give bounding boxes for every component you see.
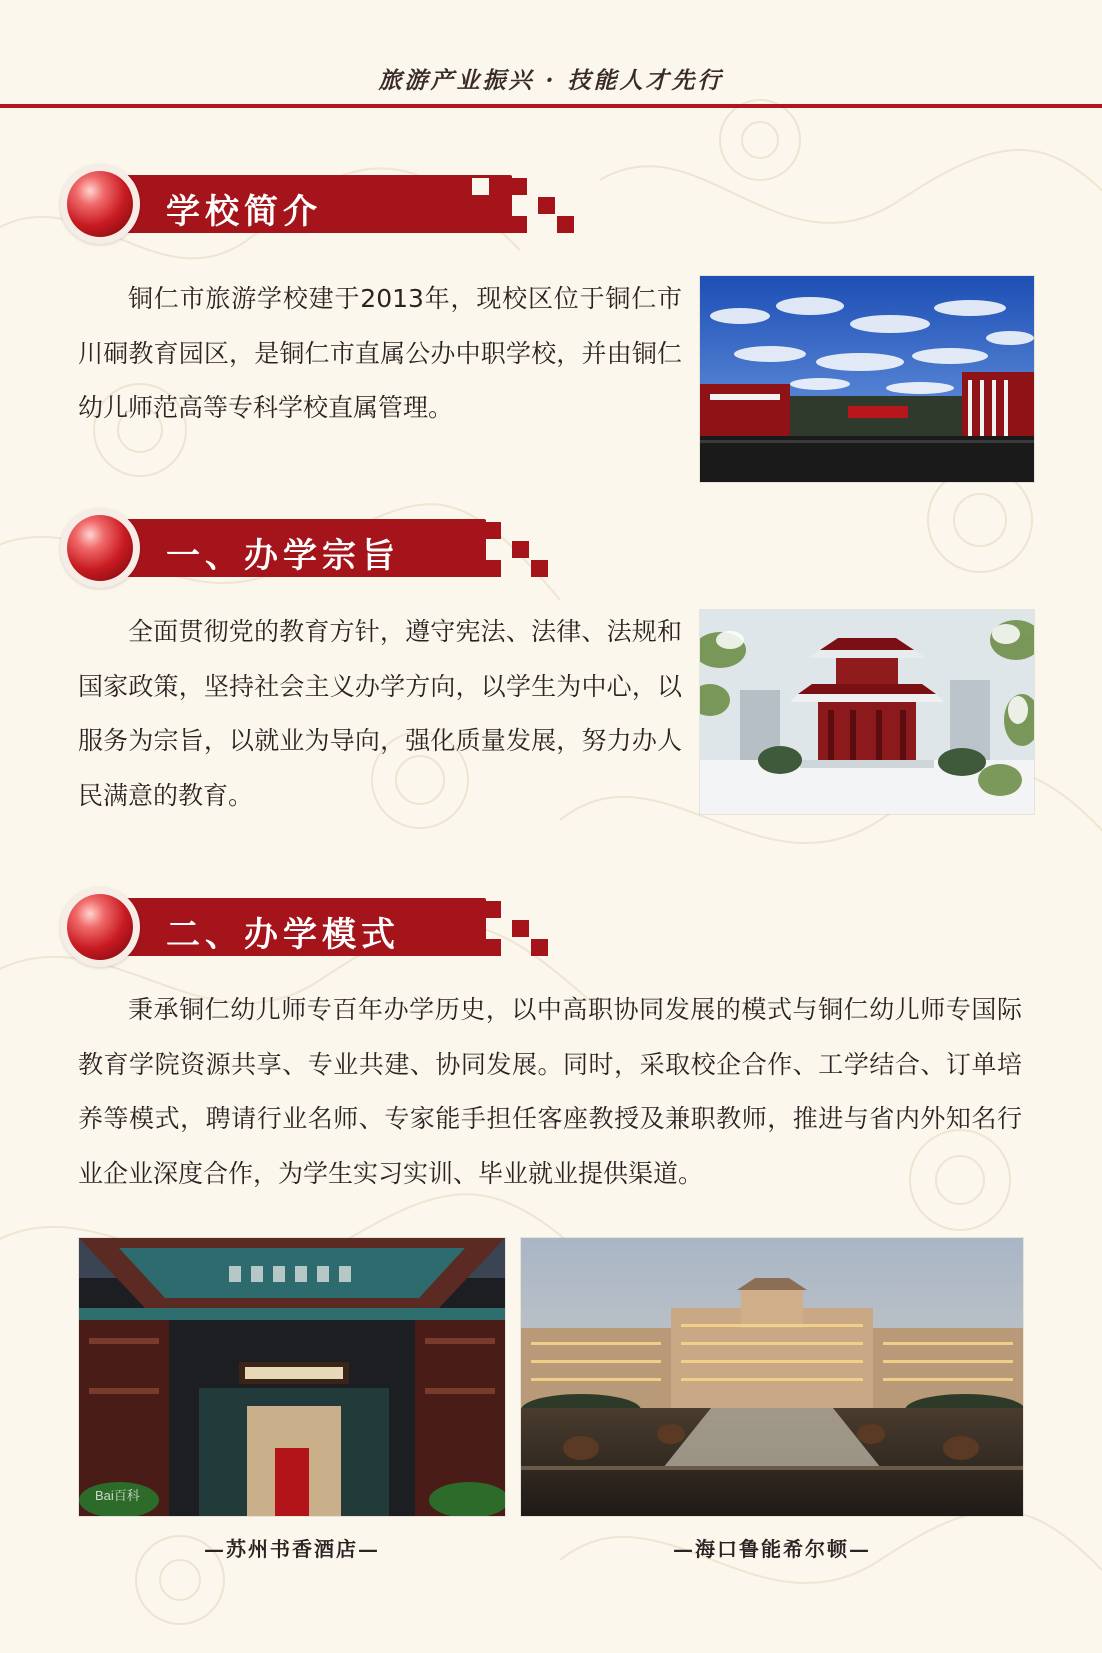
section-heading-mission [60, 508, 580, 588]
photo-caption-haikou-hotel: —海口鲁能希尔顿— [673, 1537, 871, 1561]
photo-caption-suzhou-hotel: —苏州书香酒店— [204, 1537, 380, 1561]
section-heading-school-intro [60, 164, 580, 244]
suzhou-hotel-photo [79, 1238, 505, 1516]
section-title: 一、办学宗旨 [166, 536, 400, 576]
section-paragraph-mission: 全面贯彻党的教育方针，遵守宪法、法律、法规和国家政策，坚持社会主义办学方向，以学生为中心，以服务为宗旨，以就业为导向，强化质量发展，努力办人民满意的教育。 [78, 617, 682, 810]
photo-watermark: Bai百科 [95, 1488, 140, 1503]
section-paragraph-school-intro: 铜仁市旅游学校建于2013年，现校区位于铜仁市川硐教育园区，是铜仁市直属公办中职学校，并由铜仁幼儿师范高等专科学校直属管理。 [78, 284, 682, 422]
section-title: 二、办学模式 [166, 915, 400, 955]
campus-gate-photo [700, 276, 1034, 482]
red-ball-icon [60, 164, 140, 244]
red-ball-icon [60, 508, 140, 588]
snowy-pavilion-photo [700, 610, 1034, 814]
header-slogan: 旅游产业振兴 · 技能人才先行 [378, 67, 724, 94]
haikou-hotel-photo [521, 1238, 1023, 1516]
section-paragraph-model: 秉承铜仁幼儿师专百年办学历史，以中高职协同发展的模式与铜仁幼儿师专国际教育学院资源共享、专业共建、协同发展。同时，采取校企合作、工学结合、订单培养等模式，聘请行业名师、专家能手担任客座教授及兼职教师，推进与省内外知名行业企业深度合作，为学生实习实训、毕业就业提供渠道。 [78, 995, 1022, 1188]
header-divider [0, 104, 1102, 108]
red-ball-icon [60, 887, 140, 967]
section-heading-model [60, 887, 580, 967]
section-title: 学校简介 [166, 192, 322, 232]
